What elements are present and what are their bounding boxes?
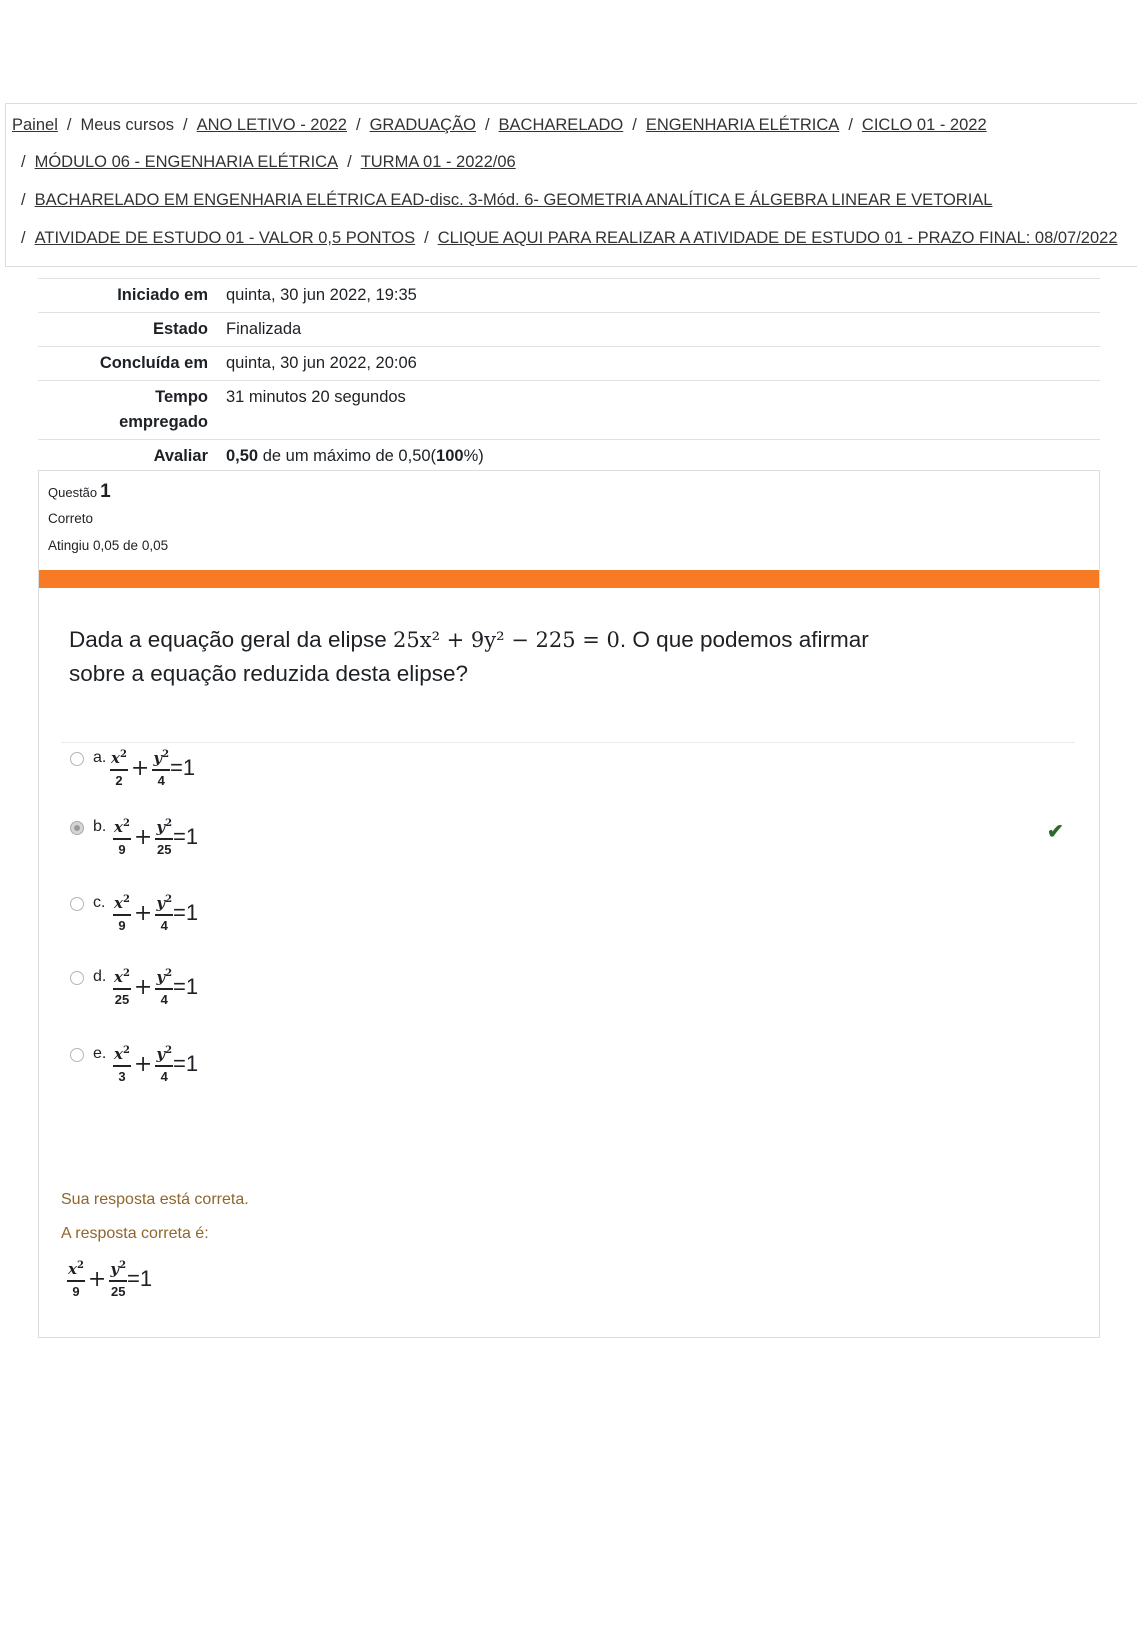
breadcrumb-modulo[interactable]: MÓDULO 06 - ENGENHARIA ELÉTRICA xyxy=(34,153,339,171)
breadcrumb-engenharia-eletrica[interactable]: ENGENHARIA ELÉTRICA xyxy=(645,116,840,134)
answer-radio[interactable] xyxy=(70,897,84,911)
divider xyxy=(61,742,1075,743)
answer-radio[interactable] xyxy=(70,1048,84,1062)
question-label: Questão xyxy=(48,485,98,500)
answer-letter: e. xyxy=(93,1045,107,1062)
ellipse-equation: 25x² + 9y² − 225 = 0 xyxy=(393,628,620,652)
correct-check-icon: ✔ xyxy=(1047,821,1064,843)
separator: / xyxy=(66,116,72,134)
right-answer-formula: $\frac{x^2}{9}$ + $\frac{y^2}{25}$ =1 xyxy=(68,1260,153,1299)
breadcrumb-turma[interactable]: TURMA 01 - 2022/06 xyxy=(360,153,516,171)
breadcrumb-meus-cursos: Meus cursos xyxy=(80,116,174,134)
completed-value: quinta, 30 jun 2022, 20:06 xyxy=(226,354,417,372)
question-accent-bar xyxy=(39,570,1099,588)
answer-formula: $\frac{x^2}{25}$ + $\frac{y^2}{4}$ =1 xyxy=(114,968,199,1007)
answer-letter: a. xyxy=(93,749,107,766)
answer-letter: b. xyxy=(93,818,107,835)
answer-formula: $\frac{x^2}{3}$ + $\frac{y^2}{4}$ =1 xyxy=(114,1045,199,1084)
started-label: Iniciado em xyxy=(117,286,208,304)
breadcrumb-ciclo[interactable]: CICLO 01 - 2022 xyxy=(861,116,987,134)
breadcrumb-painel[interactable]: Painel xyxy=(12,116,58,134)
question-text: Dada a equação geral da elipse 25x² + 9y² − 225 = 0. O que podemos afirmar sobre a equação reduzida desta elipse? xyxy=(69,627,869,686)
breadcrumb-line-3 xyxy=(12,191,993,210)
breadcrumb-atividade[interactable]: ATIVIDADE DE ESTUDO 01 - VALOR 0,5 PONTOS xyxy=(34,229,416,247)
answer-radio[interactable] xyxy=(70,971,84,985)
separator: / xyxy=(424,229,429,247)
breadcrumb-graduacao[interactable]: GRADUAÇÃO xyxy=(369,116,476,134)
attempt-summary xyxy=(38,278,1100,473)
time-label: Tempo empregado xyxy=(119,388,208,431)
separator: / xyxy=(356,116,361,134)
state-label: Estado xyxy=(152,320,208,338)
answer-letter: c. xyxy=(93,894,106,911)
grade-label: Avaliar xyxy=(153,447,208,465)
time-value: 31 minutos 20 segundos xyxy=(226,388,406,406)
question-number: 1 xyxy=(100,481,111,502)
question-status: Correto xyxy=(48,511,94,526)
completed-label: Concluída em xyxy=(99,354,208,372)
separator: / xyxy=(21,229,26,247)
question-info xyxy=(48,481,168,553)
breadcrumb-line-2 xyxy=(12,153,516,172)
answer-formula: $\frac{x^2}{9}$ + $\frac{y^2}{25}$ =1 xyxy=(114,818,199,857)
separator: / xyxy=(632,116,637,134)
separator: / xyxy=(183,116,188,134)
breadcrumb xyxy=(5,103,1137,267)
answer-letter: d. xyxy=(93,968,107,985)
breadcrumb-bacharelado[interactable]: BACHARELADO xyxy=(498,116,624,134)
separator: / xyxy=(21,191,26,209)
separator: / xyxy=(848,116,853,134)
separator: / xyxy=(347,153,352,171)
answer-radio[interactable] xyxy=(70,821,84,835)
separator: / xyxy=(21,153,26,171)
breadcrumb-realizar-atividade[interactable]: CLIQUE AQUI PARA REALIZAR A ATIVIDADE DE ESTUDO 01 - PRAZO FINAL: 08/07/2022 xyxy=(437,229,1118,247)
right-answer-label: A resposta correta é: xyxy=(61,1225,209,1242)
answer-formula: $\frac{x^2}{9}$ + $\frac{y^2}{4}$ =1 xyxy=(114,894,199,933)
answer-formula: $\frac{x^2}{2}$ + $\frac{y^2}{4}$ =1 xyxy=(111,749,196,788)
breadcrumb-ano-letivo[interactable]: ANO LETIVO - 2022 xyxy=(196,116,347,134)
breadcrumb-line-4 xyxy=(12,229,1118,248)
question-box xyxy=(38,470,1100,1338)
separator: / xyxy=(484,116,490,134)
breadcrumb-disciplina[interactable]: BACHARELADO EM ENGENHARIA ELÉTRICA EAD-disc. 3-Mód. 6- GEOMETRIA ANALÍTICA E ÁLGEBRA LINEAR E VETORIAL xyxy=(34,191,993,209)
answer-radio[interactable] xyxy=(70,752,84,766)
question-grade: Atingiu 0,05 de 0,05 xyxy=(48,538,169,553)
breadcrumb-line-1 xyxy=(12,116,987,135)
right-answer xyxy=(67,1260,152,1299)
grade-value: 0,50 de um máximo de 0,50(100%) xyxy=(226,447,484,465)
state-value: Finalizada xyxy=(226,320,302,338)
feedback-correct: Sua resposta está correta. xyxy=(61,1191,249,1208)
started-value: quinta, 30 jun 2022, 19:35 xyxy=(226,286,417,304)
